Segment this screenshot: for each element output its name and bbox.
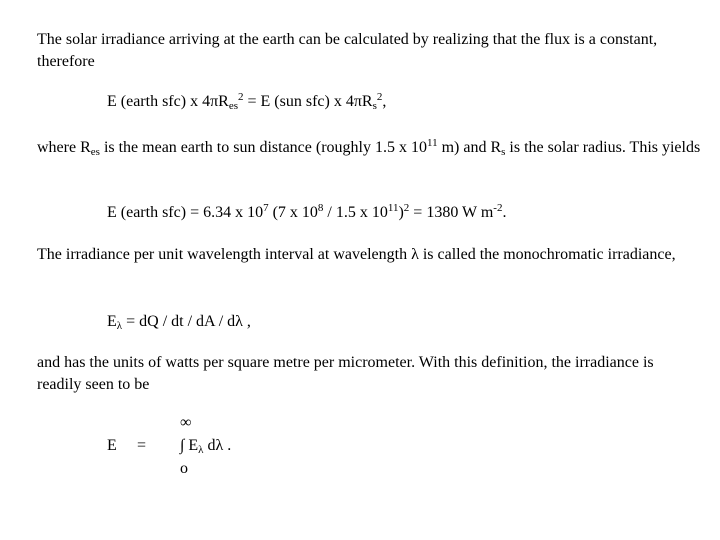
paragraph-units: and has the units of watts per square metre per micrometer. With this definition, the irradiance is readily seen to be	[37, 354, 654, 393]
integral-lower-limit: o	[180, 460, 188, 477]
paragraph-definitions: where $R_{es}$ is the mean earth to sun distance (roughly 1.5 x $10^{11}$ m) and $R_s$ is the solar radius. This yields	[37, 137, 701, 158]
integral-equals: =	[137, 437, 147, 454]
integral-lhs: E	[107, 437, 117, 454]
paragraph-intro: The solar irradiance arriving at the earth can be calculated by realizing that the flux is a constant, therefore	[37, 31, 658, 70]
equation-monochromatic-irradiance: $E_\lambda$ = dQ / dt / dA / dλ ,	[107, 313, 251, 332]
equation-irradiance-value: E (earth sfc) = 6.34 x $10^7$ (7 x $10^8 / 1.5$ x $10^{11})^2 = 1380$ W $m^{-2}$.	[107, 202, 507, 221]
integral-expression: ∫ $E_\lambda$ dλ .	[180, 437, 232, 456]
paragraph-monochromatic: The irradiance per unit wavelength interval at wavelength λ is called the monochromatic irradiance,	[37, 246, 676, 263]
integral-upper-limit: ∞	[180, 414, 192, 431]
equation-flux-conservation: E (earth sfc) x $4\pi R_{es}^2 = E$ (sun sfc) x $4\pi R_s^2$,	[107, 91, 387, 112]
